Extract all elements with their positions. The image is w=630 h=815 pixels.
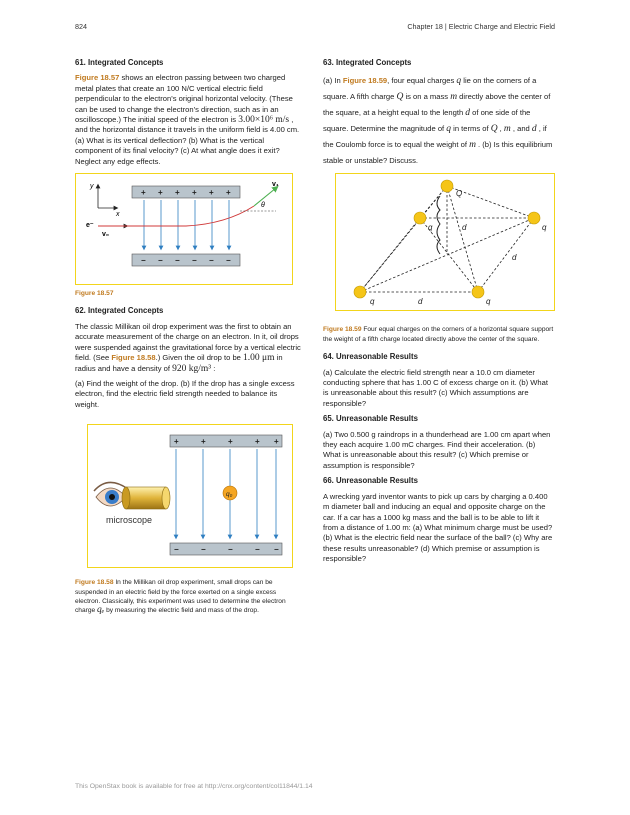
plus-sign: +	[226, 188, 231, 198]
figure-18-59-caption	[323, 325, 555, 344]
top-plate	[132, 186, 240, 198]
theta-label: θ	[261, 202, 265, 210]
bottom-plate	[170, 543, 282, 555]
text-part: is on a mass	[403, 92, 451, 102]
problem-62-title: 62. Integrated Concepts	[75, 306, 164, 316]
problem-63-text	[323, 73, 555, 168]
figure-18-59-link[interactable]: Figure 18.59	[342, 76, 388, 86]
q-label: q	[370, 297, 375, 307]
text-part: ,	[497, 124, 504, 134]
caption-label: Figure 18.58	[75, 579, 114, 587]
minus-sign: −	[174, 545, 179, 555]
problem-62-text-part: :	[211, 363, 216, 373]
minus-sign: −	[192, 256, 197, 266]
plus-sign: +	[175, 188, 180, 198]
plus-sign: +	[158, 188, 163, 198]
minus-sign: −	[158, 256, 163, 266]
charge-q	[414, 212, 426, 224]
text-part: directly above the center of the square, at a height equal to the length	[323, 92, 551, 118]
math-m: m	[469, 140, 476, 151]
problem-61-text	[75, 73, 303, 167]
problem-61-text-part: , and the horizontal distance it travels in the uniform field is 4.00 cm. (a) What is its vertical deflection? (b) What is the vertical component of its final velocity? (c) At what angle does it exit? Neglect any edge effects.	[75, 115, 300, 166]
plus-sign: +	[201, 437, 206, 447]
d-label: d	[462, 223, 467, 233]
charge-q	[528, 212, 540, 224]
minus-sign: −	[201, 545, 206, 555]
page-number: 824	[75, 22, 87, 31]
v1-arrow	[254, 188, 276, 206]
minus-sign: −	[209, 256, 214, 266]
text-part: in terms of	[451, 124, 491, 134]
text-part: lie on the corners of a square. A fifth charge	[323, 76, 537, 102]
minus-sign: −	[175, 256, 180, 266]
math-m: m	[450, 92, 458, 103]
math-m: m	[503, 124, 511, 135]
Q-label: Q	[456, 189, 463, 199]
height-brace	[437, 196, 440, 254]
minus-sign: −	[274, 545, 279, 555]
charges	[354, 180, 540, 298]
bottom-plate	[132, 254, 240, 266]
q-label: q	[428, 223, 433, 233]
text-part: , if the Coulomb force is to equal the weight of	[323, 124, 547, 150]
figure-18-58-caption	[75, 578, 303, 616]
figure-18-58-link[interactable]: Figure 18.58	[111, 353, 156, 363]
plus-sign: +	[141, 188, 146, 198]
plus-sign: +	[274, 437, 279, 447]
charge-Q	[441, 180, 453, 192]
problem-66-text: A wrecking yard inventor wants to pick up cars by charging a 0.400 m diameter ball and inducing an equal and opposite charge on the car. If a car has a 1000 kg mass and the ball is to be able to lift it from a distance of 1.00 m: (a) What minimum charge must be used? (b) What is the electric field near the surface of the ball? (c) Why are these results unreasonable? (d) Which premise or assumption is responsible?	[323, 491, 553, 564]
problem-65-text: (a) Two 0.500 g raindrops in a thunderhead are 1.00 cm apart when they each acquire 1.00 mC charges. Find their acceleration. (b) What is unreasonable about this result? (c) Which premise or assumption is responsible?	[323, 429, 551, 470]
figure-18-57-link[interactable]: Figure 18.57	[75, 73, 120, 83]
plus-sign: +	[209, 188, 214, 198]
plus-sign: +	[255, 437, 260, 447]
electron-trajectory	[98, 206, 254, 226]
plus-sign: +	[174, 437, 179, 447]
q0-label: q₀	[226, 491, 233, 499]
problem-66-title: 66. Unreasonable Results	[323, 476, 418, 486]
math-Q: Q	[396, 92, 404, 103]
plus-sign: +	[192, 188, 197, 198]
problem-62-text-part: The classic Millikan oil drop experiment was the first to obtain an accurate measurement of the charge on an electron. In it, oil drops were suspended against the gravitational force by a vertical electric field. (See	[75, 321, 301, 363]
figure-18-57-diagram	[76, 174, 291, 283]
q-label: q	[542, 223, 547, 233]
radius-math: 1.00 μm	[243, 353, 275, 364]
minus-sign: −	[255, 545, 260, 555]
charge-q	[472, 286, 484, 298]
math-q: q	[446, 124, 452, 135]
text-part: (a) In	[323, 76, 343, 86]
square-edges	[360, 186, 534, 292]
density-math: 920 kg/m³	[172, 363, 212, 374]
d-label: d	[418, 297, 423, 307]
d-label: d	[512, 253, 517, 263]
caption-text: In the Millikan oil drop experiment, small drops can be suspended in an electric field by the force exerted on a single excess electron. Classically, this experiment was used to determine the electron charge	[75, 579, 286, 615]
problem-63-title: 63. Integrated Concepts	[323, 58, 412, 67]
caption-label: Figure 18.57	[75, 290, 114, 298]
caption-text: by measuring the electric field and mass of the drop.	[104, 607, 259, 615]
problem-61-text-part: shows an electron passing between two charged metal plates that create an 100 N/C vertical electric field perpendicular to the electron's original horizontal velocity. (These can be used to change the electron's direction, such as in an oscilloscope.) The initial speed of the electron is	[75, 73, 293, 125]
text-part: , four equal charges	[387, 76, 457, 86]
math-d: d	[531, 124, 537, 135]
figure-18-59-diagram	[336, 174, 553, 309]
microscope-icon	[122, 487, 170, 509]
field-lines	[144, 200, 229, 248]
figure-18-58	[87, 424, 293, 568]
problem-62-questions: (a) Find the weight of the drop. (b) If the drop has a single excess electron, find the electric field strength needed to balance its weight.	[75, 378, 295, 409]
minus-sign: −	[141, 256, 146, 266]
text-part: . (b) Is this equilibrium stable or unstable? Discuss.	[323, 140, 553, 166]
axes	[89, 183, 120, 218]
problem-62-text-part: .) Given the oil drop to be	[155, 353, 244, 363]
footer: This OpenStax book is available for free at http://cnx.org/content/col11844/1.14	[75, 783, 313, 790]
q-label: q	[486, 297, 491, 307]
figure-18-57	[75, 173, 293, 285]
plus-sign: +	[228, 437, 233, 447]
minus-sign: −	[226, 256, 231, 266]
charge-q	[354, 286, 366, 298]
figure-18-58-diagram	[88, 425, 291, 566]
chapter-title: Chapter 18 | Electric Charge and Electric Field	[407, 22, 555, 31]
minus-sign: −	[228, 545, 233, 555]
problem-62-text	[75, 322, 303, 374]
left-column	[75, 58, 303, 624]
problem-65-title: 65. Unreasonable Results	[323, 414, 418, 424]
v1-label: v₁	[272, 181, 279, 189]
math-d: d	[465, 108, 471, 119]
initial-speed-math: 3.00×10⁶ m/s	[238, 115, 290, 126]
math-q: q	[456, 76, 462, 87]
caption-text: Four equal charges on the corners of a horizontal square support the weight of a fifth charge located directly above the center of the square.	[323, 326, 554, 343]
text-part: , and	[510, 124, 532, 134]
problem-62-text-part: in radius and have a density of	[75, 353, 283, 373]
text-part: of one side of the square. Determine the magnitude of	[323, 108, 531, 134]
problem-64-title: 64. Unreasonable Results	[323, 352, 418, 362]
top-plate	[170, 435, 282, 447]
math-Q: Q	[490, 124, 498, 135]
microscope-label: microscope	[106, 515, 153, 526]
electron-label: e⁻	[86, 222, 94, 230]
caption-math: qₑ	[97, 605, 105, 616]
x-axis-label: x	[116, 211, 120, 219]
problem-61-title: 61. Integrated Concepts	[75, 58, 164, 67]
problem-64-text: (a) Calculate the electric field strength near a 10.0 cm diameter conducting sphere that has 1.00 C of excess charge on it. (b) What is unreasonable about this result? (c) Which assumptions are responsible?	[323, 367, 548, 408]
v0-label: v₀	[102, 231, 110, 239]
caption-label: Figure 18.59	[323, 326, 362, 334]
y-axis-label: y	[90, 183, 94, 191]
figure-18-57-caption	[75, 289, 303, 298]
right-column	[323, 58, 555, 570]
figure-18-59	[335, 173, 555, 311]
